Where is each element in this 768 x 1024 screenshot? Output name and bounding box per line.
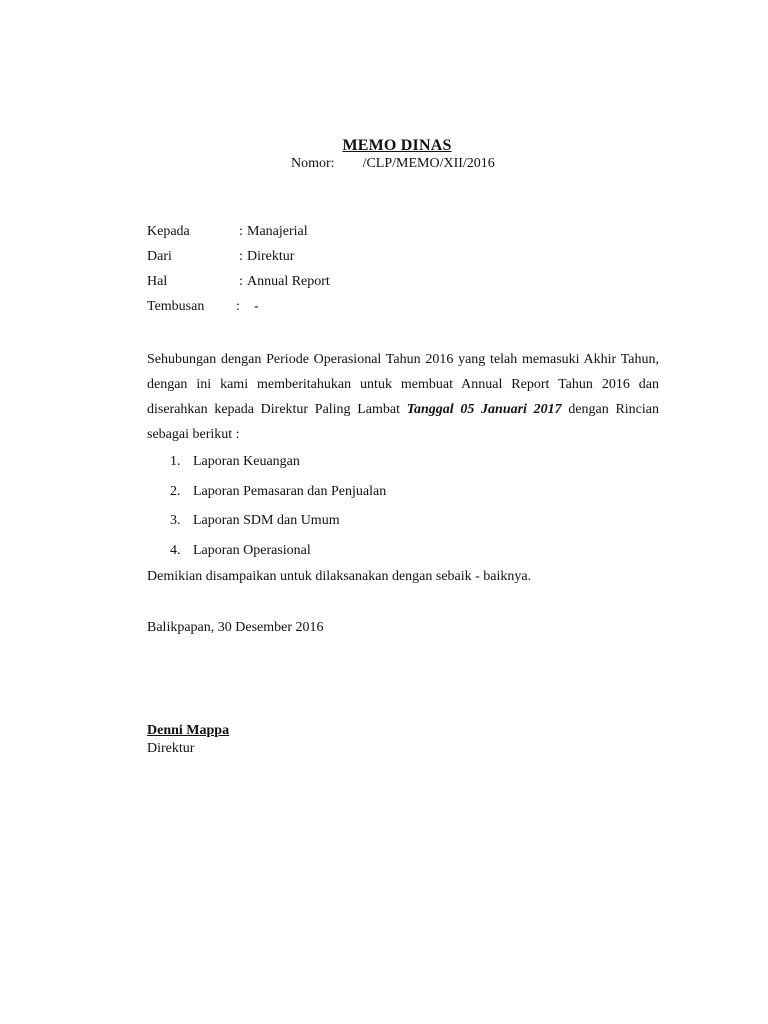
list-number: 3. (170, 513, 181, 528)
field-value: Direktur (247, 249, 295, 264)
field-value: Manajerial (247, 224, 308, 239)
paragraph-text-continued: dengan Rincian sebagai berikut : (147, 402, 659, 442)
list-number: 1. (170, 454, 181, 469)
body-paragraph (147, 347, 659, 447)
field-value: - (254, 299, 259, 314)
signer-name: Denni Mappa (147, 723, 230, 738)
signer-title: Direktur (147, 741, 195, 756)
field-separator: : (239, 249, 243, 264)
field-label: Tembusan (147, 299, 205, 314)
field-label: Hal (147, 274, 168, 289)
deadline-date: Tanggal 05 Januari 2017 (406, 402, 562, 417)
memo-number (291, 156, 495, 172)
field-separator: : (236, 299, 240, 314)
place-date: Balikpapan, 30 Desember 2016 (147, 620, 324, 635)
field-label: Kepada (147, 224, 190, 239)
list-number: 4. (170, 542, 181, 558)
field-separator: : (239, 224, 243, 239)
list-text: Laporan Keuangan (193, 454, 300, 469)
field-label: Dari (147, 249, 172, 264)
memo-number-value: /CLP/MEMO/XII/2016 (362, 156, 495, 171)
closing-sentence: Demikian disampaikan untuk dilaksanakan dengan sebaik - baiknya. (147, 569, 532, 584)
list-text: Laporan SDM dan Umum (193, 513, 340, 528)
memo-title: MEMO DINAS (342, 137, 452, 154)
list-text: Laporan Pemasaran dan Penjualan (193, 483, 387, 499)
list-number: 2. (170, 483, 181, 499)
memo-number-label: Nomor: (291, 156, 335, 171)
list-text: Laporan Operasional (193, 542, 311, 558)
field-separator: : (239, 274, 243, 289)
paragraph-text: Sehubungan dengan Periode Operasional Tahun 2016 yang telah memasuki Akhir Tahun, dengan ini kami memberitahukan untuk membuat Annual Report Tahun 2016 dan diserahkan kepada Direktur Paling Lambat (147, 352, 659, 417)
field-value: Annual Report (247, 274, 330, 289)
